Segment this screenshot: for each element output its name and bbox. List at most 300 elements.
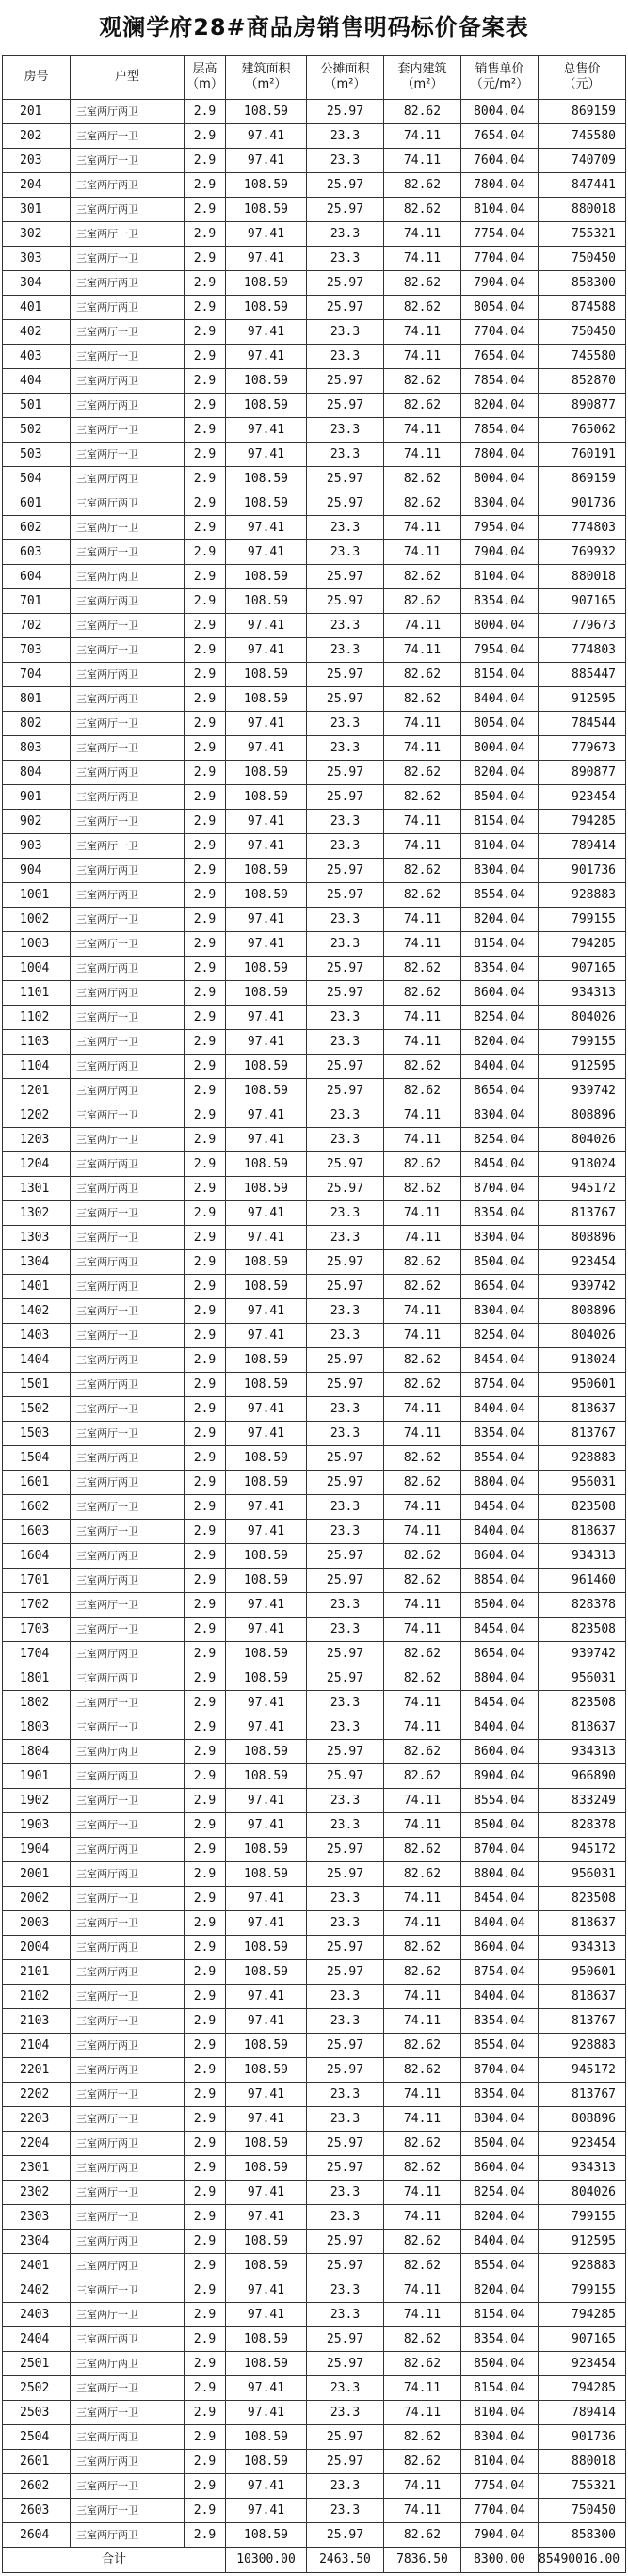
- cell-room-no: 1804: [3, 1740, 71, 1764]
- cell-floor-height: 2.9: [185, 908, 226, 932]
- cell-shared-area: 23.3: [307, 1422, 384, 1446]
- cell-total-price: 939742: [539, 1275, 626, 1299]
- cell-unit-type: 三室两厅一卫: [71, 1201, 185, 1226]
- table-row: [3, 1275, 626, 1299]
- cell-room-no: 1104: [3, 1055, 71, 1079]
- cell-shared-area: 23.3: [307, 345, 384, 369]
- cell-shared-area: 23.3: [307, 736, 384, 761]
- cell-shared-area: 23.3: [307, 320, 384, 345]
- cell-unit-type: 三室两厅一卫: [71, 320, 185, 345]
- cell-shared-area: 25.97: [307, 687, 384, 712]
- totals-label: 合计: [3, 2548, 226, 2573]
- cell-unit-price: 8104.04: [461, 2401, 539, 2425]
- cell-room-no: 1801: [3, 1666, 71, 1691]
- cell-unit-type: 三室两厅一卫: [71, 443, 185, 467]
- cell-room-no: 602: [3, 516, 71, 540]
- cell-room-no: 2204: [3, 2132, 71, 2156]
- cell-room-no: 2003: [3, 1911, 71, 1936]
- cell-floor-height: 2.9: [185, 2450, 226, 2474]
- cell-inner-area: 74.11: [384, 516, 461, 540]
- cell-inner-area: 82.62: [384, 1862, 461, 1887]
- cell-room-no: 1101: [3, 981, 71, 1006]
- cell-floor-height: 2.9: [185, 124, 226, 149]
- table-row: [3, 394, 626, 418]
- cell-total-price: 945172: [539, 1177, 626, 1201]
- cell-unit-price: 8454.04: [461, 1495, 539, 1520]
- cell-shared-area: 23.3: [307, 810, 384, 834]
- cell-shared-area: 23.3: [307, 1103, 384, 1128]
- cell-floor-area: 108.59: [226, 1666, 307, 1691]
- cell-inner-area: 74.11: [384, 149, 461, 173]
- cell-room-no: 1103: [3, 1030, 71, 1055]
- cell-unit-type: 三室两厅两卫: [71, 1373, 185, 1397]
- table-row: [3, 247, 626, 271]
- cell-floor-height: 2.9: [185, 565, 226, 589]
- cell-inner-area: 82.62: [384, 589, 461, 614]
- cell-inner-area: 82.62: [384, 2327, 461, 2352]
- cell-unit-type: 三室两厅一卫: [71, 1593, 185, 1618]
- cell-room-no: 1501: [3, 1373, 71, 1397]
- cell-shared-area: 25.97: [307, 1471, 384, 1495]
- cell-floor-area: 108.59: [226, 1177, 307, 1201]
- cell-room-no: 904: [3, 859, 71, 883]
- cell-shared-area: 23.3: [307, 2303, 384, 2327]
- cell-inner-area: 82.62: [384, 491, 461, 516]
- table-row: [3, 589, 626, 614]
- cell-total-price: 750450: [539, 320, 626, 345]
- table-row: [3, 736, 626, 761]
- cell-floor-height: 2.9: [185, 2181, 226, 2205]
- cell-inner-area: 74.11: [384, 736, 461, 761]
- cell-unit-price: 7954.04: [461, 516, 539, 540]
- cell-floor-area: 108.59: [226, 589, 307, 614]
- cell-room-no: 403: [3, 345, 71, 369]
- cell-floor-height: 2.9: [185, 1275, 226, 1299]
- cell-floor-height: 2.9: [185, 222, 226, 247]
- cell-total-price: 901736: [539, 491, 626, 516]
- table-row: [3, 2034, 626, 2058]
- cell-unit-type: 三室两厅一卫: [71, 2278, 185, 2303]
- cell-floor-area: 97.41: [226, 1789, 307, 1813]
- table-row: [3, 1446, 626, 1471]
- cell-room-no: 1702: [3, 1593, 71, 1618]
- cell-total-price: 818637: [539, 1397, 626, 1422]
- cell-floor-height: 2.9: [185, 296, 226, 320]
- cell-inner-area: 74.11: [384, 1520, 461, 1544]
- cell-unit-price: 8304.04: [461, 2425, 539, 2450]
- cell-shared-area: 23.3: [307, 1030, 384, 1055]
- table-row: [3, 1569, 626, 1593]
- table-row: [3, 1740, 626, 1764]
- cell-shared-area: 25.97: [307, 1838, 384, 1862]
- cell-shared-area: 23.3: [307, 1128, 384, 1152]
- cell-unit-type: 三室两厅两卫: [71, 1569, 185, 1593]
- cell-unit-price: 8354.04: [461, 957, 539, 981]
- table-row: [3, 1348, 626, 1373]
- cell-unit-price: 8554.04: [461, 2034, 539, 2058]
- header-unit-type: 户型: [71, 56, 185, 100]
- cell-shared-area: 25.97: [307, 173, 384, 198]
- cell-shared-area: 25.97: [307, 1275, 384, 1299]
- cell-total-price: 912595: [539, 687, 626, 712]
- cell-floor-area: 97.41: [226, 2009, 307, 2034]
- cell-room-no: 201: [3, 100, 71, 124]
- table-row: [3, 2499, 626, 2523]
- cell-floor-height: 2.9: [185, 1006, 226, 1030]
- cell-floor-area: 97.41: [226, 1911, 307, 1936]
- cell-total-price: 745580: [539, 124, 626, 149]
- cell-shared-area: 23.3: [307, 2009, 384, 2034]
- cell-inner-area: 74.11: [384, 1201, 461, 1226]
- table-row: [3, 2058, 626, 2083]
- cell-floor-area: 108.59: [226, 1275, 307, 1299]
- table-row: [3, 2230, 626, 2254]
- cell-shared-area: 25.97: [307, 957, 384, 981]
- header-row: [3, 56, 626, 100]
- cell-room-no: 1601: [3, 1471, 71, 1495]
- cell-floor-height: 2.9: [185, 1495, 226, 1520]
- cell-unit-price: 8204.04: [461, 908, 539, 932]
- cell-total-price: 901736: [539, 859, 626, 883]
- table-row: [3, 2156, 626, 2181]
- cell-floor-area: 108.59: [226, 2132, 307, 2156]
- cell-room-no: 1401: [3, 1275, 71, 1299]
- cell-floor-height: 2.9: [185, 638, 226, 663]
- cell-shared-area: 25.97: [307, 1373, 384, 1397]
- cell-unit-type: 三室两厅一卫: [71, 834, 185, 859]
- cell-unit-type: 三室两厅一卫: [71, 2107, 185, 2132]
- table-row: [3, 2254, 626, 2278]
- cell-shared-area: 25.97: [307, 883, 384, 908]
- cell-total-price: 818637: [539, 1715, 626, 1740]
- cell-unit-type: 三室两厅两卫: [71, 1936, 185, 1960]
- cell-floor-area: 108.59: [226, 785, 307, 810]
- cell-total-price: 813767: [539, 2083, 626, 2107]
- cell-inner-area: 74.11: [384, 2376, 461, 2401]
- cell-unit-type: 三室两厅一卫: [71, 1789, 185, 1813]
- cell-shared-area: 23.3: [307, 712, 384, 736]
- cell-floor-area: 108.59: [226, 883, 307, 908]
- cell-floor-area: 97.41: [226, 1985, 307, 2009]
- cell-unit-price: 8204.04: [461, 394, 539, 418]
- cell-unit-price: 7854.04: [461, 369, 539, 394]
- cell-floor-area: 108.59: [226, 663, 307, 687]
- cell-room-no: 2202: [3, 2083, 71, 2107]
- cell-unit-type: 三室两厅两卫: [71, 467, 185, 491]
- cell-unit-type: 三室两厅一卫: [71, 810, 185, 834]
- cell-room-no: 2603: [3, 2499, 71, 2523]
- cell-unit-price: 8704.04: [461, 1838, 539, 1862]
- cell-floor-area: 108.59: [226, 271, 307, 296]
- cell-unit-type: 三室两厅两卫: [71, 1177, 185, 1201]
- table-row: [3, 2401, 626, 2425]
- cell-total-price: 890877: [539, 394, 626, 418]
- cell-unit-price: 8254.04: [461, 1128, 539, 1152]
- cell-inner-area: 74.11: [384, 222, 461, 247]
- cell-shared-area: 25.97: [307, 198, 384, 222]
- cell-room-no: 2403: [3, 2303, 71, 2327]
- cell-total-price: 852870: [539, 369, 626, 394]
- cell-unit-price: 8454.04: [461, 1887, 539, 1911]
- cell-unit-type: 三室两厅两卫: [71, 394, 185, 418]
- cell-unit-type: 三室两厅两卫: [71, 2425, 185, 2450]
- cell-shared-area: 23.3: [307, 1299, 384, 1324]
- cell-floor-area: 108.59: [226, 198, 307, 222]
- cell-floor-height: 2.9: [185, 1397, 226, 1422]
- cell-floor-height: 2.9: [185, 149, 226, 173]
- table-row: [3, 1324, 626, 1348]
- cell-unit-price: 7704.04: [461, 320, 539, 345]
- cell-floor-height: 2.9: [185, 859, 226, 883]
- cell-floor-area: 97.41: [226, 2107, 307, 2132]
- cell-unit-price: 8304.04: [461, 859, 539, 883]
- cell-shared-area: 25.97: [307, 1960, 384, 1985]
- cell-room-no: 1603: [3, 1520, 71, 1544]
- cell-unit-type: 三室两厅两卫: [71, 565, 185, 589]
- cell-floor-height: 2.9: [185, 2327, 226, 2352]
- cell-unit-type: 三室两厅一卫: [71, 1520, 185, 1544]
- cell-floor-area: 108.59: [226, 1250, 307, 1275]
- cell-unit-price: 8254.04: [461, 1006, 539, 1030]
- cell-total-price: 794285: [539, 2376, 626, 2401]
- cell-floor-area: 97.41: [226, 2181, 307, 2205]
- cell-total-price: 945172: [539, 1838, 626, 1862]
- cell-floor-height: 2.9: [185, 1887, 226, 1911]
- cell-floor-area: 108.59: [226, 1764, 307, 1789]
- cell-unit-type: 三室两厅两卫: [71, 271, 185, 296]
- cell-room-no: 1201: [3, 1079, 71, 1103]
- table-row: [3, 2205, 626, 2230]
- cell-shared-area: 25.97: [307, 1666, 384, 1691]
- cell-floor-area: 108.59: [226, 2327, 307, 2352]
- cell-unit-type: 三室两厅一卫: [71, 736, 185, 761]
- cell-inner-area: 82.62: [384, 1960, 461, 1985]
- cell-floor-area: 108.59: [226, 565, 307, 589]
- table-row: [3, 2132, 626, 2156]
- cell-unit-type: 三室两厅两卫: [71, 2327, 185, 2352]
- cell-floor-height: 2.9: [185, 1520, 226, 1544]
- cell-unit-price: 8204.04: [461, 761, 539, 785]
- cell-unit-price: 8354.04: [461, 2009, 539, 2034]
- cell-floor-area: 108.59: [226, 2034, 307, 2058]
- cell-total-price: 890877: [539, 761, 626, 785]
- cell-floor-area: 108.59: [226, 1373, 307, 1397]
- cell-inner-area: 74.11: [384, 443, 461, 467]
- table-row: [3, 296, 626, 320]
- table-row: [3, 1520, 626, 1544]
- cell-room-no: 1404: [3, 1348, 71, 1373]
- cell-unit-price: 8604.04: [461, 1740, 539, 1764]
- cell-unit-price: 8604.04: [461, 1936, 539, 1960]
- cell-total-price: 918024: [539, 1348, 626, 1373]
- cell-shared-area: 23.3: [307, 2376, 384, 2401]
- cell-total-price: 907165: [539, 957, 626, 981]
- cell-total-price: 923454: [539, 2132, 626, 2156]
- table-row: [3, 124, 626, 149]
- cell-floor-area: 97.41: [226, 1324, 307, 1348]
- table-row: [3, 1103, 626, 1128]
- cell-room-no: 1802: [3, 1691, 71, 1715]
- cell-unit-price: 8054.04: [461, 712, 539, 736]
- cell-floor-area: 108.59: [226, 957, 307, 981]
- cell-floor-area: 108.59: [226, 859, 307, 883]
- cell-floor-area: 108.59: [226, 2254, 307, 2278]
- cell-unit-type: 三室两厅一卫: [71, 1691, 185, 1715]
- cell-total-price: 880018: [539, 565, 626, 589]
- cell-floor-height: 2.9: [185, 1103, 226, 1128]
- cell-inner-area: 82.62: [384, 2230, 461, 2254]
- table-row: [3, 1642, 626, 1666]
- cell-total-price: 818637: [539, 1520, 626, 1544]
- cell-unit-type: 三室两厅一卫: [71, 2499, 185, 2523]
- cell-floor-height: 2.9: [185, 2401, 226, 2425]
- cell-inner-area: 82.62: [384, 663, 461, 687]
- cell-total-price: 928883: [539, 2254, 626, 2278]
- cell-floor-height: 2.9: [185, 467, 226, 491]
- cell-unit-price: 8404.04: [461, 1715, 539, 1740]
- cell-total-price: 804026: [539, 1006, 626, 1030]
- table-row: [3, 1936, 626, 1960]
- cell-inner-area: 74.11: [384, 1813, 461, 1838]
- cell-floor-area: 108.59: [226, 2450, 307, 2474]
- header-shared-area: 公摊面积 （m²）: [307, 56, 384, 100]
- cell-floor-height: 2.9: [185, 2009, 226, 2034]
- cell-unit-price: 8504.04: [461, 785, 539, 810]
- cell-floor-height: 2.9: [185, 418, 226, 443]
- cell-shared-area: 25.97: [307, 859, 384, 883]
- table-row: [3, 418, 626, 443]
- cell-inner-area: 74.11: [384, 908, 461, 932]
- cell-unit-type: 三室两厅两卫: [71, 100, 185, 124]
- cell-floor-height: 2.9: [185, 1813, 226, 1838]
- cell-inner-area: 74.11: [384, 1691, 461, 1715]
- cell-unit-price: 8304.04: [461, 2107, 539, 2132]
- table-row: [3, 1397, 626, 1422]
- cell-shared-area: 25.97: [307, 761, 384, 785]
- cell-unit-type: 三室两厅一卫: [71, 345, 185, 369]
- table-row: [3, 1201, 626, 1226]
- cell-unit-type: 三室两厅两卫: [71, 1055, 185, 1079]
- cell-floor-height: 2.9: [185, 2107, 226, 2132]
- table-row: [3, 2474, 626, 2499]
- cell-unit-price: 8654.04: [461, 1275, 539, 1299]
- cell-unit-price: 8304.04: [461, 1226, 539, 1250]
- cell-unit-type: 三室两厅一卫: [71, 2376, 185, 2401]
- cell-shared-area: 23.3: [307, 834, 384, 859]
- table-row: [3, 1618, 626, 1642]
- cell-floor-height: 2.9: [185, 1152, 226, 1177]
- cell-inner-area: 74.11: [384, 932, 461, 957]
- cell-floor-height: 2.9: [185, 1030, 226, 1055]
- cell-floor-area: 97.41: [226, 516, 307, 540]
- cell-inner-area: 74.11: [384, 2107, 461, 2132]
- cell-total-price: 823508: [539, 1691, 626, 1715]
- cell-shared-area: 23.3: [307, 2401, 384, 2425]
- cell-floor-height: 2.9: [185, 271, 226, 296]
- table-row: [3, 761, 626, 785]
- cell-unit-type: 三室两厅两卫: [71, 491, 185, 516]
- cell-room-no: 1102: [3, 1006, 71, 1030]
- cell-unit-price: 7754.04: [461, 2474, 539, 2499]
- cell-unit-type: 三室两厅一卫: [71, 1006, 185, 1030]
- cell-unit-type: 三室两厅两卫: [71, 785, 185, 810]
- cell-floor-area: 108.59: [226, 2058, 307, 2083]
- cell-unit-type: 三室两厅两卫: [71, 2352, 185, 2376]
- cell-total-price: 923454: [539, 1250, 626, 1275]
- cell-unit-price: 8004.04: [461, 467, 539, 491]
- cell-inner-area: 74.11: [384, 2499, 461, 2523]
- cell-shared-area: 23.3: [307, 1887, 384, 1911]
- cell-total-price: 740709: [539, 149, 626, 173]
- cell-inner-area: 82.62: [384, 100, 461, 124]
- cell-inner-area: 82.62: [384, 1152, 461, 1177]
- cell-shared-area: 25.97: [307, 1642, 384, 1666]
- cell-unit-type: 三室两厅一卫: [71, 2083, 185, 2107]
- cell-unit-price: 7804.04: [461, 173, 539, 198]
- cell-room-no: 1203: [3, 1128, 71, 1152]
- cell-shared-area: 23.3: [307, 2205, 384, 2230]
- cell-room-no: 1903: [3, 1813, 71, 1838]
- cell-shared-area: 25.97: [307, 1348, 384, 1373]
- cell-floor-area: 97.41: [226, 712, 307, 736]
- table-row: [3, 2303, 626, 2327]
- cell-unit-price: 8904.04: [461, 1764, 539, 1789]
- cell-unit-price: 8804.04: [461, 1666, 539, 1691]
- cell-floor-height: 2.9: [185, 1691, 226, 1715]
- cell-shared-area: 25.97: [307, 2254, 384, 2278]
- cell-room-no: 801: [3, 687, 71, 712]
- table-row: [3, 100, 626, 124]
- cell-floor-height: 2.9: [185, 1446, 226, 1471]
- header-unit-price: 销售单价 （元/m²）: [461, 56, 539, 100]
- cell-floor-area: 108.59: [226, 1544, 307, 1569]
- cell-floor-area: 97.41: [226, 320, 307, 345]
- table-row: [3, 222, 626, 247]
- cell-room-no: 2601: [3, 2450, 71, 2474]
- cell-floor-area: 97.41: [226, 124, 307, 149]
- cell-floor-area: 108.59: [226, 296, 307, 320]
- table-row: [3, 491, 626, 516]
- cell-inner-area: 74.11: [384, 1226, 461, 1250]
- cell-inner-area: 82.62: [384, 1177, 461, 1201]
- cell-floor-area: 97.41: [226, 2205, 307, 2230]
- cell-unit-price: 7954.04: [461, 638, 539, 663]
- cell-floor-area: 97.41: [226, 1299, 307, 1324]
- cell-shared-area: 25.97: [307, 1079, 384, 1103]
- cell-room-no: 1301: [3, 1177, 71, 1201]
- cell-room-no: 1402: [3, 1299, 71, 1324]
- cell-inner-area: 74.11: [384, 834, 461, 859]
- cell-unit-price: 8354.04: [461, 1201, 539, 1226]
- cell-unit-price: 8554.04: [461, 1446, 539, 1471]
- cell-room-no: 803: [3, 736, 71, 761]
- cell-unit-price: 7654.04: [461, 124, 539, 149]
- table-row: [3, 1544, 626, 1569]
- cell-shared-area: 25.97: [307, 2034, 384, 2058]
- cell-room-no: 1901: [3, 1764, 71, 1789]
- cell-shared-area: 25.97: [307, 663, 384, 687]
- cell-shared-area: 25.97: [307, 2352, 384, 2376]
- cell-floor-area: 97.41: [226, 1593, 307, 1618]
- cell-floor-area: 97.41: [226, 2499, 307, 2523]
- cell-total-price: 956031: [539, 1471, 626, 1495]
- cell-unit-type: 三室两厅一卫: [71, 1128, 185, 1152]
- cell-total-price: 804026: [539, 1324, 626, 1348]
- table-row: [3, 2352, 626, 2376]
- cell-inner-area: 82.62: [384, 687, 461, 712]
- cell-total-price: 934313: [539, 2156, 626, 2181]
- cell-shared-area: 25.97: [307, 1055, 384, 1079]
